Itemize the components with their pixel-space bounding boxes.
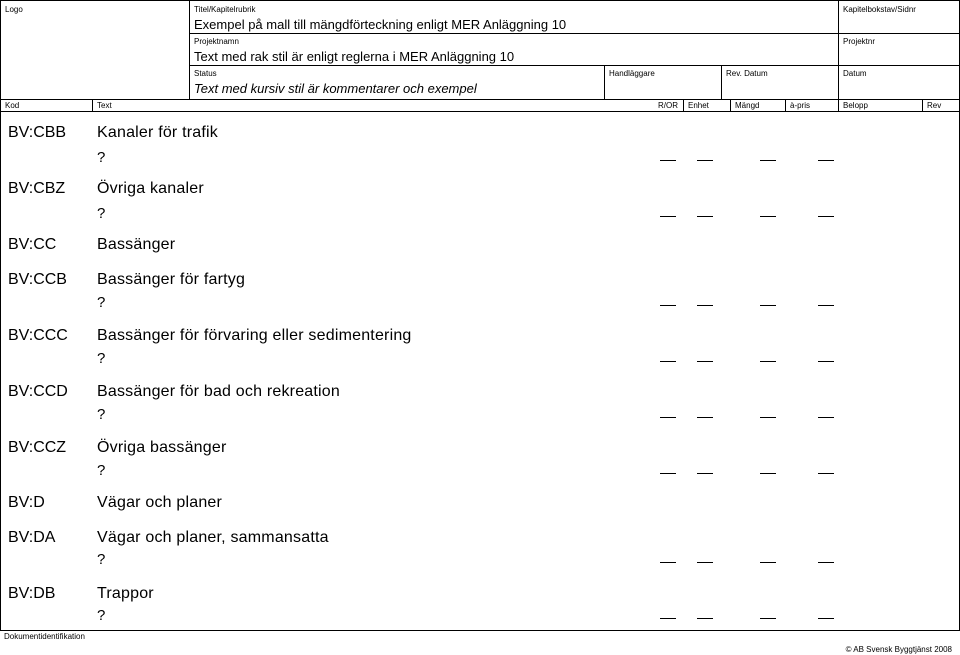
project-label: Projektnamn — [194, 37, 239, 46]
item-title: Övriga bassänger — [97, 439, 227, 456]
item-question: ? — [97, 294, 106, 311]
quantity-dash — [818, 473, 834, 474]
item-code: BV:CCB — [8, 271, 67, 288]
quantity-dash — [660, 417, 676, 418]
item-code: BV:CCZ — [8, 439, 67, 456]
col-rev: Rev — [927, 101, 942, 110]
title-value: Exempel på mall till mängdförteckning enligt MER Anläggning 10 — [194, 17, 567, 32]
item-question: ? — [97, 149, 106, 166]
item-code: BV:DA — [8, 529, 56, 546]
col-enhet: Enhet — [688, 101, 709, 110]
quantity-dash — [818, 305, 834, 306]
divider — [922, 100, 923, 111]
document-footer — [0, 630, 960, 655]
quantity-dash — [697, 562, 713, 563]
quantity-dash — [697, 361, 713, 362]
item-code: BV:CC — [8, 236, 57, 253]
item-question: ? — [97, 205, 106, 222]
projnr-label: Projektnr — [843, 37, 876, 46]
col-text: Text — [97, 101, 112, 110]
quantity-dash — [660, 618, 676, 619]
item-title: Trappor — [97, 585, 154, 602]
item-code: BV:D — [8, 494, 45, 511]
quantity-dash — [760, 305, 776, 306]
item-code: BV:CCC — [8, 327, 68, 344]
divider — [838, 100, 839, 111]
item-title: Kanaler för trafik — [97, 124, 218, 141]
quantity-dash — [818, 562, 834, 563]
divider — [838, 1, 839, 99]
divider — [683, 100, 684, 111]
divider — [92, 100, 93, 111]
col-mangd: Mängd — [735, 101, 760, 110]
col-kod: Kod — [5, 101, 20, 110]
quantity-dash — [818, 618, 834, 619]
quantity-dash — [660, 216, 676, 217]
document-header — [0, 0, 960, 99]
quantity-dash — [660, 562, 676, 563]
divider — [785, 100, 786, 111]
quantity-dash — [697, 160, 713, 161]
item-code: BV:CBB — [8, 124, 67, 141]
quantity-dash — [760, 361, 776, 362]
item-code: BV:CBZ — [8, 180, 66, 197]
copyright-text: © AB Svensk Byggtjänst 2008 — [845, 645, 952, 654]
quantity-dash — [697, 417, 713, 418]
item-title: Vägar och planer — [97, 494, 223, 511]
date-label: Datum — [843, 69, 867, 78]
quantity-dash — [697, 305, 713, 306]
item-question: ? — [97, 462, 106, 479]
quantity-dash — [760, 160, 776, 161]
quantity-dash — [697, 473, 713, 474]
quantity-dash — [818, 417, 834, 418]
col-apris: à-pris — [790, 101, 811, 110]
project-value: Text med rak stil är enligt reglerna i MER Anläggning 10 — [194, 49, 515, 64]
item-question: ? — [97, 607, 106, 624]
divider — [189, 33, 960, 34]
quantity-dash — [660, 473, 676, 474]
item-code: BV:CCD — [8, 383, 68, 400]
quantity-dash — [818, 160, 834, 161]
quantity-dash — [697, 618, 713, 619]
revdate-label: Rev. Datum — [726, 69, 768, 78]
quantity-dash — [760, 618, 776, 619]
item-question: ? — [97, 551, 106, 568]
quantity-dash — [660, 305, 676, 306]
item-title: Bassänger för fartyg — [97, 271, 246, 288]
quantity-dash — [760, 473, 776, 474]
col-ror: R/OR — [658, 101, 678, 110]
col-belopp: Belopp — [843, 101, 868, 110]
divider — [604, 65, 605, 99]
quantity-dash — [660, 160, 676, 161]
item-title: Övriga kanaler — [97, 180, 204, 197]
quantity-dash — [818, 361, 834, 362]
quantity-dash — [697, 216, 713, 217]
doc-id-label: Dokumentidentifikation — [4, 632, 85, 641]
title-label: Titel/Kapitelrubrik — [194, 5, 256, 14]
item-title: Bassänger för förvaring eller sedimentering — [97, 327, 412, 344]
divider — [730, 100, 731, 111]
item-code: BV:DB — [8, 585, 56, 602]
item-question: ? — [97, 406, 106, 423]
item-question: ? — [97, 350, 106, 367]
status-value: Text med kursiv stil är kommentarer och exempel — [194, 81, 477, 96]
item-title: Vägar och planer, sammansatta — [97, 529, 329, 546]
item-title: Bassänger — [97, 236, 176, 253]
quantity-dash — [660, 361, 676, 362]
item-title: Bassänger för bad och rekreation — [97, 383, 340, 400]
chapter-label: Kapitelbokstav/Sidnr — [843, 5, 916, 14]
divider — [189, 1, 190, 99]
logo-label: Logo — [5, 5, 23, 14]
quantity-dash — [760, 216, 776, 217]
divider — [721, 65, 722, 99]
quantity-dash — [760, 562, 776, 563]
status-label: Status — [194, 69, 217, 78]
quantity-dash — [818, 216, 834, 217]
quantity-dash — [760, 417, 776, 418]
divider — [189, 65, 960, 66]
handler-label: Handläggare — [609, 69, 655, 78]
column-header — [0, 99, 960, 112]
